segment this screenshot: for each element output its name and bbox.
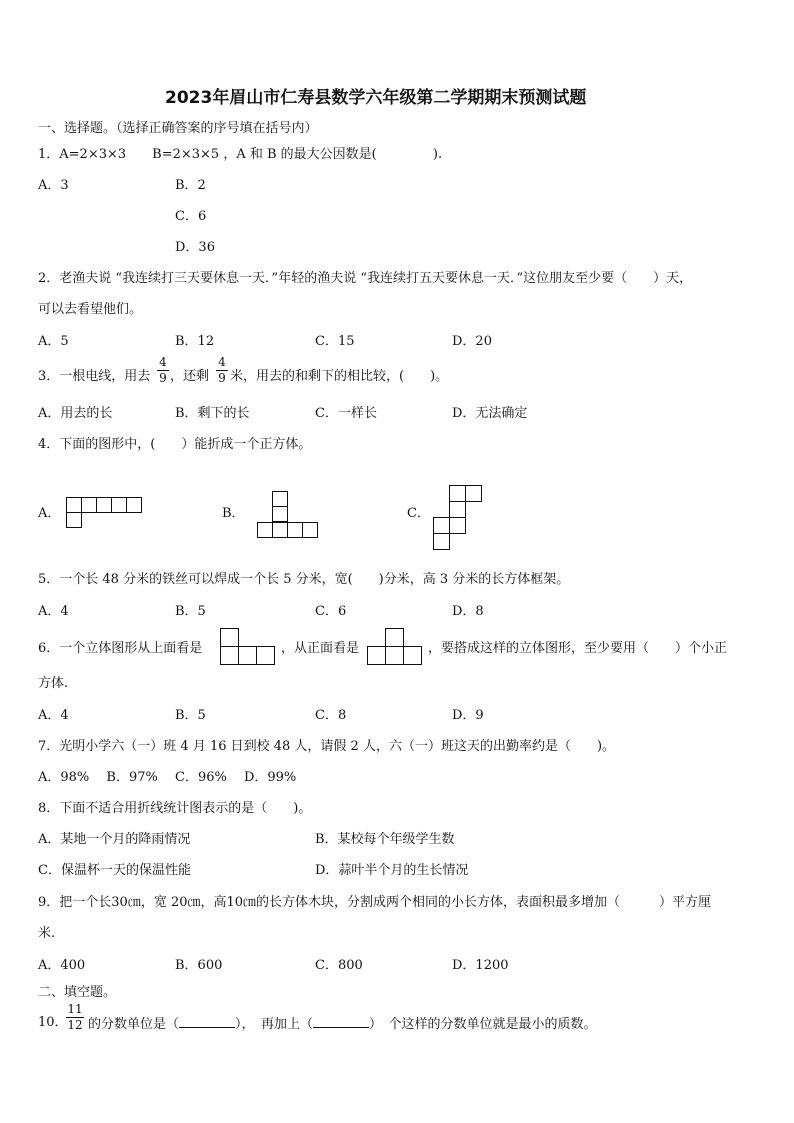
- section-heading-fill: 二、填空题。: [38, 985, 117, 1000]
- q8-option-a[interactable]: A．某地一个月的降雨情况: [38, 832, 191, 847]
- question-10-number: 10．: [38, 1015, 68, 1030]
- question-9-stem-line1: 9．把一个长30㎝，宽 20㎝，高10㎝的长方体木块，分割成两个相同的小长方体，表面积最多增加（ ）平方厘: [38, 895, 712, 910]
- question-2-stem-line1: 2．老渔夫说 “我连续打三天要休息一天．”年轻的渔夫说 “我连续打五天要休息一天．”这位朋友至少要（ ）天，: [38, 271, 693, 286]
- q5-option-d[interactable]: D．8: [452, 604, 484, 619]
- q10-answer-blank-1[interactable]: [179, 1015, 235, 1028]
- question-7-stem: 7．光明小学六（一）班 4 月 16 日到校 48 人，请假 2 人，六（一）班这天的出勤率约是（ )。: [38, 739, 616, 754]
- cube-net-figure-b: [257, 491, 321, 539]
- q5-option-a[interactable]: A．4: [38, 604, 69, 619]
- top-view-figure: [220, 628, 277, 666]
- q2-option-b[interactable]: B．12: [175, 334, 215, 349]
- q3-option-a[interactable]: A．用去的长: [38, 406, 113, 421]
- question-4-stem: 4．下面的图形中，( ）能折成一个正方体。: [38, 437, 312, 452]
- question-8-stem: 8．下面不适合用折线统计图表示的是（ )。: [38, 801, 312, 816]
- q9-option-b[interactable]: B．600: [175, 958, 223, 973]
- q3-option-c[interactable]: C．一样长: [315, 406, 377, 421]
- page-title: 2023年眉山市仁寿县数学六年级第二学期期末预测试题: [165, 88, 587, 108]
- question-3-stem-part1: 3．一根电线，用去: [38, 369, 151, 384]
- fraction-four-ninths: [157, 356, 169, 385]
- q1-option-a[interactable]: A．3: [38, 178, 69, 193]
- q5-option-c[interactable]: C．6: [315, 604, 347, 619]
- q1-option-c[interactable]: C．6: [175, 209, 207, 224]
- cube-net-figure-c: [433, 485, 483, 550]
- q3-option-b[interactable]: B．剩下的长: [175, 406, 250, 421]
- fraction-denominator: 9: [218, 371, 226, 385]
- question-10-stem: [88, 1015, 597, 1033]
- q10-text-part2: ）， 再加上（: [235, 1017, 314, 1032]
- q9-option-a[interactable]: A．400: [38, 958, 86, 973]
- q6-option-b[interactable]: B．5: [175, 708, 206, 723]
- q9-option-d[interactable]: D．1200: [452, 958, 509, 973]
- q5-option-b[interactable]: B．5: [175, 604, 206, 619]
- q8-option-d[interactable]: D．蒜叶半个月的生长情况: [315, 863, 469, 878]
- fraction-four-ninths-meters: [216, 356, 228, 385]
- q10-text-part3: ） 个这样的分数单位就是最小的质数。: [369, 1017, 597, 1032]
- q7-options[interactable]: A．98% B．97% C．96% D．99%: [38, 770, 297, 785]
- question-9-stem-line2: 米.: [38, 926, 56, 941]
- question-6-stem-part3: ，要搭成这样的立体图形，至少要用（ ）个小正: [428, 641, 728, 656]
- fraction-eleven-twelfths: [66, 1003, 84, 1032]
- question-6-stem-part2: ，从正面看是: [281, 641, 360, 656]
- fraction-numerator: 11: [67, 1002, 83, 1016]
- question-6-stem-line2: 方体.: [38, 676, 69, 691]
- q9-option-c[interactable]: C．800: [315, 958, 363, 973]
- q1-option-b[interactable]: B．2: [175, 178, 206, 193]
- q4-option-a[interactable]: A．: [38, 506, 61, 521]
- q4-option-b[interactable]: B．: [222, 506, 245, 521]
- fraction-denominator: 9: [159, 371, 167, 385]
- q8-option-c[interactable]: C．保温杯一天的保温性能: [38, 863, 191, 878]
- q4-option-c[interactable]: C．: [407, 506, 430, 521]
- front-view-figure: [367, 628, 424, 666]
- fraction-numerator: 4: [218, 355, 226, 369]
- q6-option-c[interactable]: C．8: [315, 708, 347, 723]
- fraction-denominator: 12: [67, 1018, 83, 1032]
- fraction-numerator: 4: [159, 355, 167, 369]
- q6-option-d[interactable]: D．9: [452, 708, 484, 723]
- question-3-stem-part2: ，还剩: [170, 369, 210, 384]
- q10-answer-blank-2[interactable]: [313, 1015, 369, 1028]
- q10-text-part1: 的分数单位是（: [88, 1017, 180, 1032]
- question-6-stem-part1: 6．一个立体图形从上面看是: [38, 641, 203, 656]
- question-2-stem-line2: 可以去看望他们。: [38, 302, 143, 317]
- q2-option-c[interactable]: C．15: [315, 334, 355, 349]
- question-1-stem: 1．A=2×3×3 B=2×3×5 ，A 和 B 的最大公因数是( ).: [38, 147, 443, 162]
- q6-option-a[interactable]: A．4: [38, 708, 69, 723]
- q2-option-a[interactable]: A．5: [38, 334, 69, 349]
- q1-option-d[interactable]: D．36: [175, 240, 215, 255]
- question-5-stem: 5．一个长 48 分米的铁丝可以焊成一个长 5 分米，宽( )分米，高 3 分米的长方体框架。: [38, 572, 570, 587]
- q8-option-b[interactable]: B．某校每个年级学生数: [315, 832, 455, 847]
- q3-option-d[interactable]: D．无法确定: [452, 406, 528, 421]
- section-heading-choice: 一、选择题。（选择正确答案的序号填在括号内）: [38, 121, 318, 136]
- question-3-stem-part3: 米，用去的和剩下的相比较，( )。: [230, 369, 449, 384]
- cube-net-figure-a: [66, 497, 144, 530]
- q2-option-d[interactable]: D．20: [452, 334, 492, 349]
